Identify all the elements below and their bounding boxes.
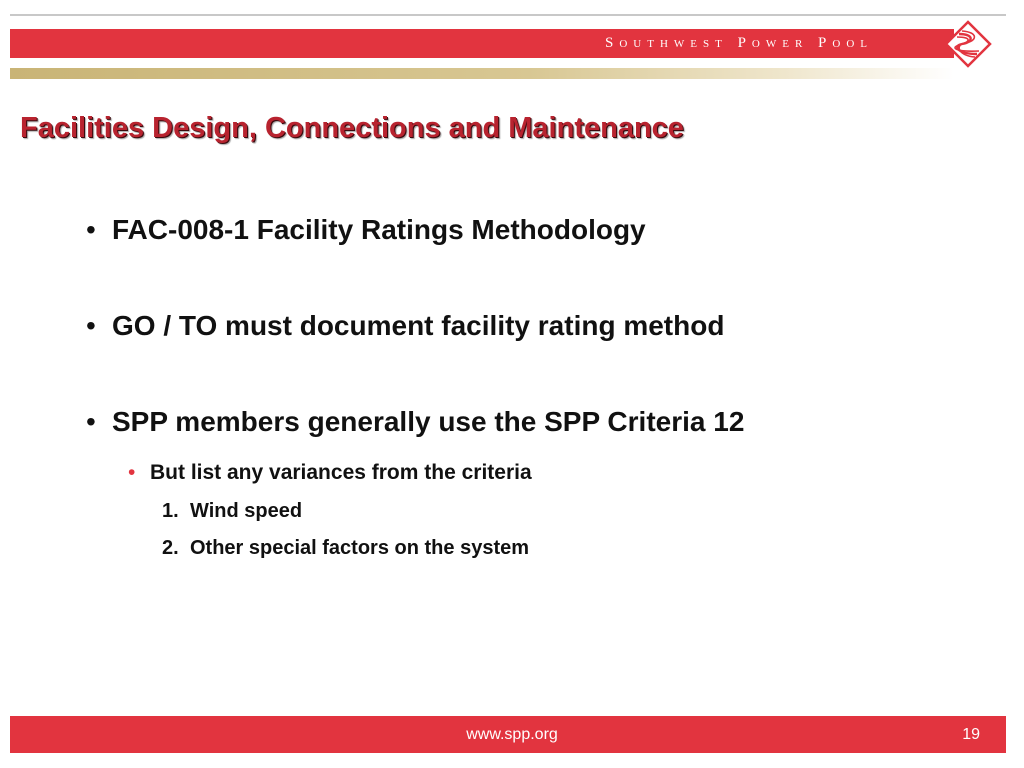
sub-bullet-text: But list any variances from the criteria bbox=[150, 461, 532, 484]
footer-url: www.spp.org bbox=[466, 726, 558, 743]
bullet-text: GO / TO must document facility rating method bbox=[112, 310, 725, 341]
bullet-item bbox=[86, 306, 724, 346]
page-number: 19 bbox=[962, 726, 980, 743]
bullet-dot-icon: • bbox=[86, 406, 96, 437]
accent-band bbox=[10, 68, 954, 79]
numbered-item bbox=[162, 497, 302, 525]
sub-bullet-item bbox=[128, 458, 532, 488]
numbered-item-text: Other special factors on the system bbox=[190, 537, 530, 559]
bullet-item bbox=[86, 402, 744, 442]
bullet-text: SPP members generally use the SPP Criteria 12 bbox=[112, 406, 745, 437]
item-number: 2. bbox=[162, 537, 179, 559]
bullet-dot-icon: • bbox=[86, 310, 96, 341]
slide-title: Facilities Design, Connections and Maintenance bbox=[20, 112, 684, 144]
spp-logo-icon bbox=[944, 20, 992, 68]
bullet-dot-icon: • bbox=[86, 214, 96, 245]
bullet-item bbox=[86, 210, 646, 250]
item-number: 1. bbox=[162, 500, 179, 522]
sub-bullet-dot-icon: • bbox=[128, 461, 136, 484]
numbered-item-text: Wind speed bbox=[190, 500, 303, 522]
numbered-item bbox=[162, 534, 529, 562]
brand-name: Southwest Power Pool bbox=[605, 35, 874, 51]
top-divider bbox=[10, 14, 1006, 16]
bullet-text: FAC-008-1 Facility Ratings Methodology bbox=[112, 214, 646, 245]
